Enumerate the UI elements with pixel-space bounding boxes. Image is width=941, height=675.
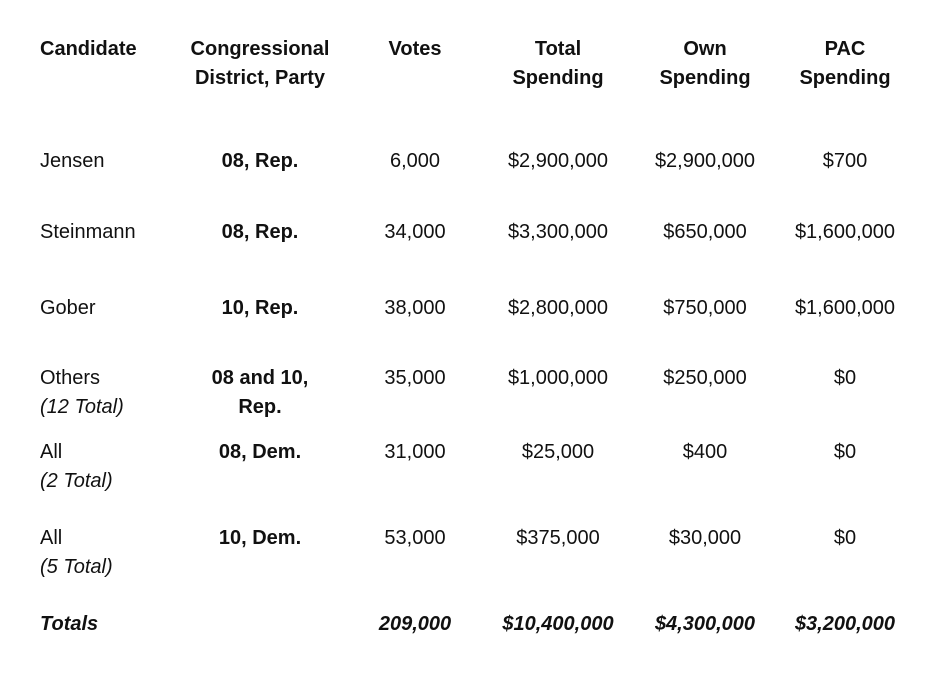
totals-label: Totals (40, 613, 99, 635)
row-2-candidate-name: Gober (40, 297, 96, 319)
header-candidate-line1: Candidate (40, 38, 137, 60)
row-5-district-line1: 10, Dem. (218, 527, 302, 549)
table-row-3-total: $1,000,000 (507, 367, 609, 389)
table-row-1-district (170, 218, 350, 247)
table-row-3-district (170, 364, 350, 422)
header-total-spending (480, 35, 636, 93)
header-candidate (40, 35, 180, 64)
header-votes-line1: Votes (388, 38, 442, 60)
header-own-line1: Own (683, 38, 727, 60)
table-row-3-pac: $0 (833, 367, 857, 389)
table-row-5-pac: $0 (833, 527, 857, 549)
totals-total-spending: $10,400,000 (502, 613, 614, 635)
header-total-line1: Total (534, 38, 582, 60)
table-row-2-pac: $1,600,000 (794, 297, 896, 319)
table-row-2-district (170, 294, 350, 323)
header-pac-line2: Spending (799, 67, 891, 89)
table-row-1-own: $650,000 (663, 221, 747, 243)
header-own-line2: Spending (659, 67, 751, 89)
header-pac-spending (778, 35, 912, 93)
row-5-candidate-note: (5 Total) (40, 556, 113, 578)
table-row-1-total: $3,300,000 (507, 221, 609, 243)
header-district-line1: Congressional (190, 38, 330, 60)
totals-votes: 209,000 (378, 613, 452, 635)
header-district-line2: District, Party (194, 67, 326, 89)
table-row-3-votes: 35,000 (384, 367, 446, 389)
row-3-district-line2: Rep. (238, 396, 282, 418)
table-row-0-district (170, 147, 350, 176)
table-row-3-own: $250,000 (663, 367, 747, 389)
totals-own-spending: $4,300,000 (654, 613, 756, 635)
table-row-5-district (170, 524, 350, 553)
table-row-4-votes: 31,000 (384, 441, 446, 463)
table-row-4-pac: $0 (833, 441, 857, 463)
header-total-line2: Spending (512, 67, 604, 89)
table-row-2-total: $2,800,000 (507, 297, 609, 319)
row-1-candidate-name: Steinmann (40, 221, 136, 243)
table-row-0-pac: $700 (822, 150, 868, 172)
row-0-candidate-name: Jensen (40, 150, 105, 172)
table-row-3-candidate (40, 364, 180, 422)
totals-pac-spending: $3,200,000 (794, 613, 896, 635)
row-3-candidate-note: (12 Total) (40, 396, 124, 418)
table-row-0-votes: 6,000 (389, 150, 441, 172)
row-5-candidate-name: All (40, 527, 63, 549)
table-row-4-district (170, 438, 350, 467)
row-4-district-line1: 08, Dem. (218, 441, 302, 463)
header-own-spending (632, 35, 778, 93)
table-row-2-own: $750,000 (663, 297, 747, 319)
table-row-4-total: $25,000 (521, 441, 595, 463)
table-row-0-own: $2,900,000 (654, 150, 756, 172)
table-row-1-pac: $1,600,000 (794, 221, 896, 243)
table-row-4-own: $400 (682, 441, 728, 463)
table-row-0-total: $2,900,000 (507, 150, 609, 172)
header-district (170, 35, 350, 93)
header-votes (355, 35, 475, 64)
table-row-0-candidate (40, 147, 180, 176)
row-0-district-line1: 08, Rep. (221, 150, 299, 172)
table-row-5-votes: 53,000 (384, 527, 446, 549)
row-3-candidate-name: Others (40, 367, 101, 389)
row-4-candidate-note: (2 Total) (40, 470, 113, 492)
table-row-5-candidate (40, 524, 180, 582)
header-pac-line1: PAC (824, 38, 866, 60)
row-2-district-line1: 10, Rep. (221, 297, 299, 319)
table-row-1-votes: 34,000 (384, 221, 446, 243)
row-3-district-line1: 08 and 10, (211, 367, 309, 389)
row-1-district-line1: 08, Rep. (221, 221, 299, 243)
table-row-2-votes: 38,000 (384, 297, 446, 319)
table-row-1-candidate (40, 218, 180, 247)
row-4-candidate-name: All (40, 441, 63, 463)
table-row-5-own: $30,000 (668, 527, 742, 549)
table-row-4-candidate (40, 438, 180, 496)
table-row-2-candidate (40, 294, 180, 323)
table-row-5-total: $375,000 (516, 527, 600, 549)
